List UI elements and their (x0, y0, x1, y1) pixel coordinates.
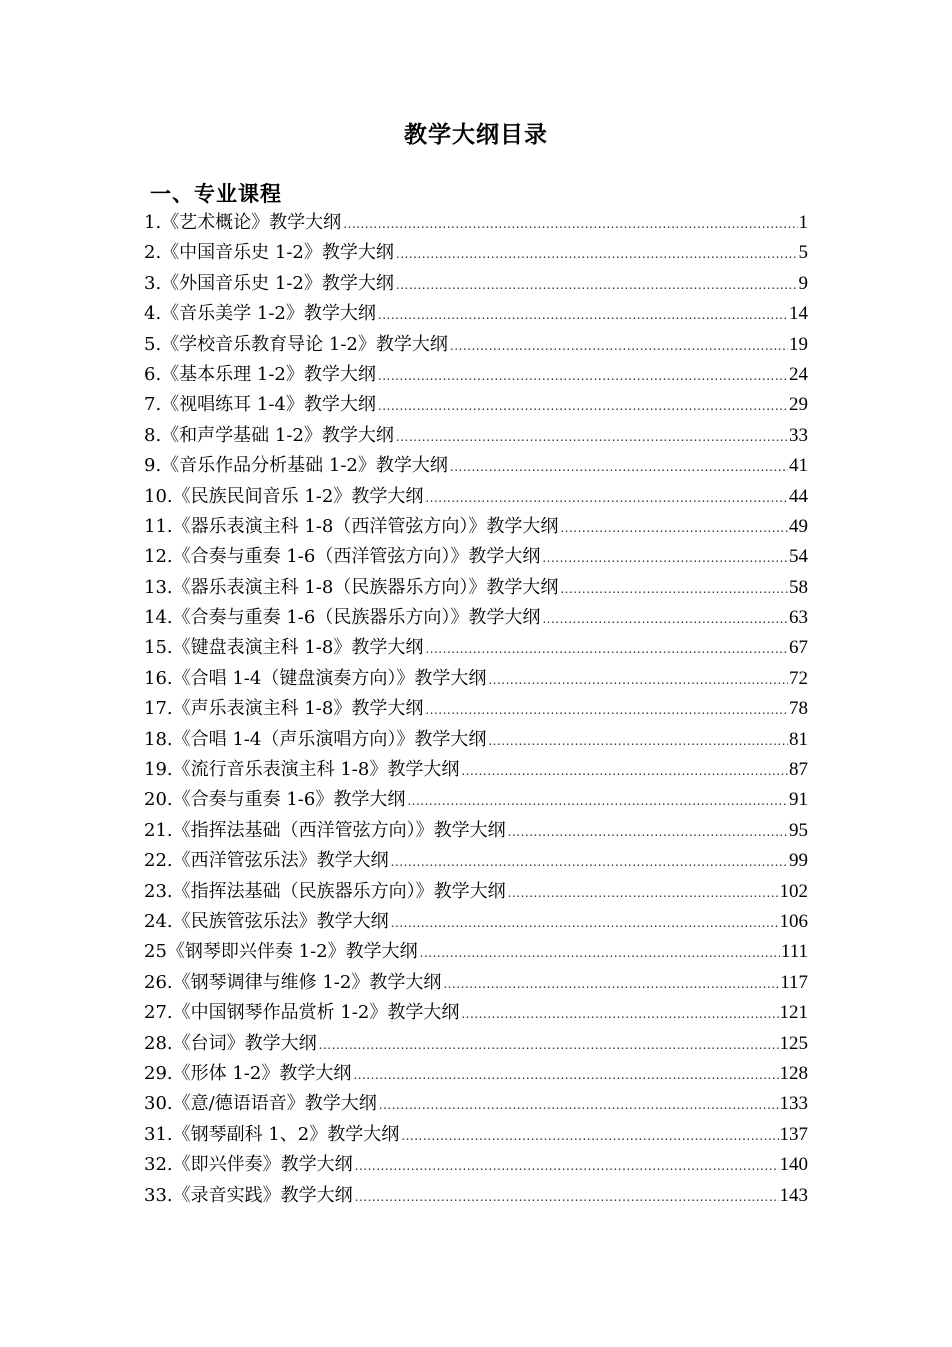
toc-entry-page-number: 143 (779, 1184, 808, 1206)
toc-entry-page-number: 63 (789, 607, 808, 629)
toc-entry-page-number: 44 (789, 485, 808, 507)
toc-entry-label: 16.《合唱 1-4（键盘演奏方向）》教学大纲 (144, 667, 487, 689)
toc-entry[interactable] (144, 299, 808, 329)
dot-leader (355, 1182, 779, 1212)
toc-entry-page-number: 111 (780, 941, 808, 963)
toc-entry-page-number: 95 (789, 819, 808, 841)
dot-leader (542, 604, 788, 634)
section-heading: 一、专业课程 (150, 182, 282, 206)
toc-entry[interactable] (144, 603, 808, 633)
dot-leader (450, 331, 788, 361)
dot-leader (450, 452, 788, 482)
toc-entry-label: 33.《录音实践》教学大纲 (144, 1184, 353, 1206)
dot-leader (425, 634, 788, 664)
toc-entry[interactable] (144, 1120, 808, 1150)
toc-entry-label: 20.《合奏与重奏 1-6》教学大纲 (144, 789, 406, 811)
toc-entry-page-number: 106 (779, 910, 808, 932)
toc-entry-label: 9.《音乐作品分析基础 1-2》教学大纲 (144, 455, 448, 477)
toc-entry-page-number: 87 (789, 759, 808, 781)
toc-entry[interactable] (144, 390, 808, 420)
dot-leader (391, 908, 779, 938)
toc-entry-label: 1.《艺术概论》教学大纲 (144, 212, 342, 233)
dot-leader (461, 999, 778, 1029)
dot-leader (443, 969, 779, 999)
toc-entry-label: 8.《和声学基础 1-2》教学大纲 (144, 424, 394, 446)
toc-entry-page-number: 19 (789, 333, 808, 355)
toc-entry-label: 13.《器乐表演主科 1-8（民族器乐方向）》教学大纲 (144, 576, 559, 598)
dot-leader (407, 786, 788, 816)
toc-entry[interactable] (144, 877, 808, 907)
toc-entry[interactable] (144, 1059, 808, 1089)
dot-leader (378, 391, 788, 421)
toc-entry-label: 4.《音乐美学 1-2》教学大纲 (144, 303, 376, 325)
toc-entry-label: 32.《即兴伴奏》教学大纲 (144, 1154, 353, 1176)
dot-leader (560, 513, 788, 543)
toc-entry-label: 14.《合奏与重奏 1-6（民族器乐方向）》教学大纲 (144, 607, 541, 629)
toc-entry-label: 31.《钢琴副科 1、2》教学大纲 (144, 1123, 400, 1145)
toc-entry-label: 2.《中国音乐史 1-2》教学大纲 (144, 242, 394, 264)
dot-leader (488, 726, 788, 756)
dot-leader (425, 483, 788, 513)
toc-entry[interactable] (144, 846, 808, 876)
toc-entry-label: 3.《外国音乐史 1-2》教学大纲 (144, 272, 394, 294)
toc-entry-page-number: 128 (779, 1062, 808, 1084)
toc-entry-label: 28.《台词》教学大纲 (144, 1032, 317, 1054)
toc-entry-label: 11.《器乐表演主科 1-8（西洋管弦方向）》教学大纲 (144, 515, 559, 537)
toc-entry-page-number: 78 (789, 698, 808, 720)
table-of-contents (144, 208, 808, 1211)
toc-entry-page-number: 81 (789, 728, 808, 750)
toc-entry[interactable] (144, 421, 808, 451)
toc-entry-label: 17.《声乐表演主科 1-8》教学大纲 (144, 698, 424, 720)
toc-entry-label: 12.《合奏与重奏 1-6（西洋管弦方向）》教学大纲 (144, 546, 541, 568)
toc-entry-page-number: 58 (789, 576, 808, 598)
toc-entry-page-number: 49 (789, 515, 808, 537)
dot-leader (425, 695, 788, 725)
toc-entry[interactable] (144, 1029, 808, 1059)
toc-entry-label: 15.《键盘表演主科 1-8》教学大纲 (144, 637, 424, 659)
dot-leader (508, 817, 788, 847)
toc-entry[interactable] (144, 542, 808, 572)
toc-entry-page-number: 102 (779, 880, 808, 902)
dot-leader (396, 270, 798, 300)
toc-entry[interactable] (144, 269, 808, 299)
toc-entry[interactable] (144, 360, 808, 390)
toc-entry[interactable] (144, 998, 808, 1028)
dot-leader (378, 361, 788, 391)
dot-leader (488, 665, 788, 695)
dot-leader (319, 1030, 779, 1060)
toc-entry[interactable] (144, 907, 808, 937)
toc-entry-label: 29.《形体 1-2》教学大纲 (144, 1062, 352, 1084)
toc-entry[interactable] (144, 633, 808, 663)
toc-entry[interactable] (144, 785, 808, 815)
toc-entry[interactable] (144, 968, 808, 998)
dot-leader (378, 300, 788, 330)
toc-entry[interactable] (144, 482, 808, 512)
toc-entry-page-number: 137 (779, 1123, 808, 1145)
toc-entry[interactable] (144, 1089, 808, 1119)
toc-entry-label: 19.《流行音乐表演主科 1-8》教学大纲 (144, 759, 460, 781)
toc-entry-page-number: 33 (789, 424, 808, 446)
toc-entry-page-number: 125 (779, 1032, 808, 1054)
toc-entry-label: 7.《视唱练耳 1-4》教学大纲 (144, 394, 376, 416)
toc-entry-label: 22.《西洋管弦乐法》教学大纲 (144, 850, 389, 872)
toc-entry-page-number: 72 (789, 667, 808, 689)
toc-entry-page-number: 140 (779, 1154, 808, 1176)
dot-leader (391, 847, 788, 877)
toc-entry-label: 23.《指挥法基础（民族器乐方向）》教学大纲 (144, 880, 506, 902)
toc-entry[interactable] (144, 512, 808, 542)
toc-entry[interactable] (144, 1181, 808, 1211)
toc-entry-page-number: 1 (798, 212, 808, 233)
toc-entry-page-number: 99 (789, 850, 808, 872)
toc-entry[interactable] (144, 1150, 808, 1180)
dot-leader (401, 1121, 778, 1151)
toc-entry-page-number: 5 (798, 242, 808, 264)
dot-leader (560, 574, 788, 604)
toc-entry[interactable] (144, 573, 808, 603)
toc-entry-page-number: 67 (789, 637, 808, 659)
dot-leader (461, 756, 788, 786)
dot-leader (379, 1090, 779, 1120)
toc-entry[interactable] (144, 208, 808, 238)
toc-entry-label: 18.《合唱 1-4（声乐演唱方向）》教学大纲 (144, 728, 487, 750)
dot-leader (353, 1060, 778, 1090)
dot-leader (355, 1151, 779, 1181)
dot-leader (396, 422, 788, 452)
toc-entry[interactable] (144, 816, 808, 846)
toc-entry-page-number: 29 (789, 394, 808, 416)
toc-entry-page-number: 133 (779, 1093, 808, 1115)
toc-entry-page-number: 24 (789, 363, 808, 385)
toc-entry[interactable] (144, 937, 808, 967)
dot-leader (396, 239, 798, 269)
toc-entry-page-number: 91 (789, 789, 808, 811)
page-title: 教学大纲目录 (404, 122, 548, 148)
toc-entry-label: 30.《意/德语语音》教学大纲 (144, 1093, 377, 1115)
toc-entry-label: 21.《指挥法基础（西洋管弦方向）》教学大纲 (144, 819, 506, 841)
toc-entry-label: 27.《中国钢琴作品赏析 1-2》教学大纲 (144, 1002, 460, 1024)
dot-leader (343, 209, 797, 239)
toc-entry-page-number: 41 (789, 455, 808, 477)
toc-entry-label: 24.《民族管弦乐法》教学大纲 (144, 910, 389, 932)
toc-entry-page-number: 9 (798, 272, 808, 294)
dot-leader (420, 938, 780, 968)
toc-entry[interactable] (144, 725, 808, 755)
toc-entry-label: 5.《学校音乐教育导论 1-2》教学大纲 (144, 333, 448, 355)
toc-entry[interactable] (144, 664, 808, 694)
toc-entry[interactable] (144, 694, 808, 724)
toc-entry-page-number: 117 (780, 971, 808, 993)
toc-entry-label: 25《钢琴即兴伴奏 1-2》教学大纲 (144, 941, 418, 963)
toc-entry-page-number: 54 (789, 546, 808, 568)
dot-leader (542, 543, 788, 573)
toc-entry-label: 26.《钢琴调律与维修 1-2》教学大纲 (144, 971, 442, 993)
toc-entry-label: 10.《民族民间音乐 1-2》教学大纲 (144, 485, 424, 507)
toc-entry-page-number: 14 (789, 303, 808, 325)
dot-leader (508, 878, 779, 908)
toc-entry[interactable] (144, 755, 808, 785)
toc-entry[interactable] (144, 330, 808, 360)
toc-entry[interactable] (144, 451, 808, 481)
toc-entry[interactable] (144, 238, 808, 268)
toc-entry-page-number: 121 (779, 1002, 808, 1024)
toc-entry-label: 6.《基本乐理 1-2》教学大纲 (144, 363, 376, 385)
